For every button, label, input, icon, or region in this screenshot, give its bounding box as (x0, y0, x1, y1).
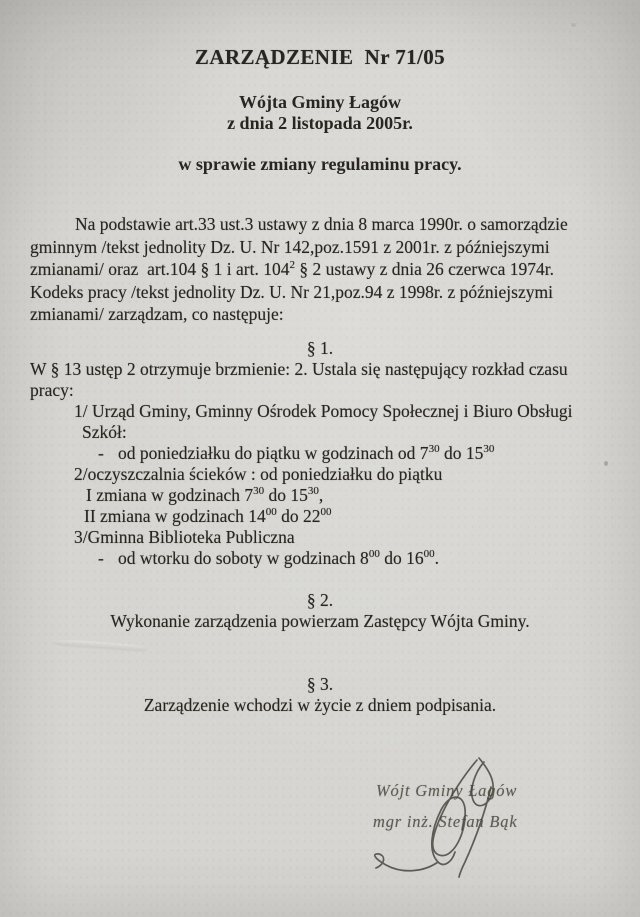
superscript: 2 (289, 259, 296, 271)
superscript: 00 (320, 506, 332, 518)
section3-text: Zarządzenie wchodzi w życie z dniem podpisania. (143, 695, 497, 715)
preamble-line: zmianami/ zarządzam, co następuje: (30, 304, 284, 324)
superscript: 30 (253, 485, 265, 497)
subject-line: w sprawie zmiany regulaminu pracy. (178, 154, 462, 174)
preamble-line: Kodeks pracy /tekst jednolity Dz. U. Nr 21,poz.94 z 1998r. z późniejszymi (30, 281, 553, 302)
dash-bullet: - (98, 548, 104, 568)
section1-intro: W § 13 ustęp 2 otrzymuje brzmienie: 2. Ustala się następujący rozkład czasu (30, 359, 568, 379)
dash-bullet: - (98, 443, 104, 463)
date-line: z dnia 2 listopada 2005r. (227, 113, 413, 133)
section2-heading: § 2. (306, 590, 334, 610)
section3 (0, 674, 640, 716)
signature-stamp-title: Wójt Gminy Łagów (376, 781, 518, 800)
superscript: 00 (368, 548, 380, 560)
superscript: 30 (483, 443, 495, 455)
paper-crease (53, 639, 148, 654)
schedule-item-2-shift-2: II zmiana w godzinach $14^{00}$ do $22^{00}$ (84, 506, 332, 526)
section3-heading: § 3. (306, 674, 334, 694)
schedule-item-1-cont: Szkół: (82, 422, 127, 442)
superscript: 30 (428, 443, 440, 455)
schedule-item-2-shift-1: I zmiana w godzinach $7^{30}$ do $15^{30}$, (86, 485, 324, 505)
superscript: 30 (307, 485, 319, 497)
preamble (30, 213, 622, 326)
document-title-text: ZARZĄDZENIE Nr 71/05 (194, 45, 446, 69)
superscript: 00 (423, 548, 435, 560)
section2 (0, 590, 640, 632)
issuer-block (0, 92, 640, 134)
superscript: 00 (265, 506, 277, 518)
preamble-line: Na podstawie art.33 ust.3 ustawy z dnia 8 marca 1990r. o samorządzie (75, 214, 568, 234)
schedule-item-1: 1/ Urząd Gminy, Gminny Ośrodek Pomocy Społecznej i Biuro Obsługi (74, 401, 573, 421)
issuer-line: Wójta Gminy Łagów (239, 92, 401, 112)
subject-block (0, 154, 640, 175)
paper-speck (571, 23, 576, 27)
schedule-item-1-hours: - od poniedziałku do piątku w godzinach od $7^{30}$ do $15^{30}$ (98, 443, 495, 463)
schedule-item-3-hours: - od wtorku do soboty w godzinach $8^{00}$ do $16^{00}$. (98, 548, 439, 568)
preamble-line: zmianami/ oraz art.104 § 1 i art. $104^2$ § 2 ustawy z dnia 26 czerwca 1974r. (30, 259, 555, 279)
section1-intro: pracy: (30, 380, 74, 400)
preamble-line: gminnym /tekst jednolity Dz. U. Nr 142,poz.1591 z 2001r. z późniejszymi (30, 236, 550, 257)
paper-speck (604, 461, 608, 466)
signature-stamp-name: mgr inż. Stefan Bąk (373, 812, 518, 831)
section1-body (30, 359, 622, 569)
document-title (0, 45, 640, 70)
schedule-item-3: 3/Gminna Biblioteka Publiczna (74, 527, 295, 547)
schedule-item-2: 2/oczyszczalnia ścieków : od poniedziałku do piątku (74, 464, 443, 484)
signature-scrawl-icon (358, 752, 513, 880)
section1-heading: § 1. (306, 338, 334, 358)
section2-text: Wykonanie zarządzenia powierzam Zastępcy Wójta Gminy. (110, 611, 530, 631)
